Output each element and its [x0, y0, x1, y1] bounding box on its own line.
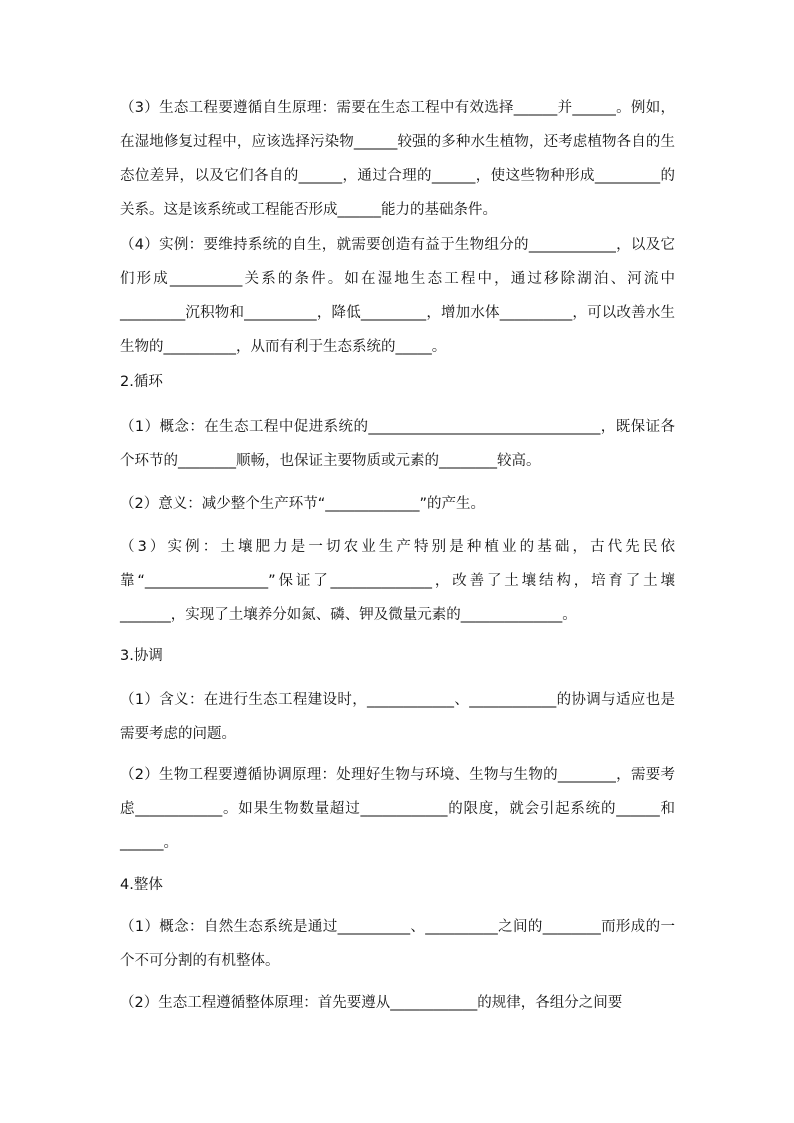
heading-holism: 4.整体 [120, 877, 163, 893]
section-4-1-concept: （1）概念：自然生态系统是通过__________、__________之间的________而形成的一个不可分割的有机整体。 [120, 919, 675, 969]
section-4-2-principle: （2）生态工程遵循整体原理：首先要遵从____________的规律，各组分之间要 [120, 995, 623, 1011]
section-1-4-example: （4）实例：要维持系统的自生，就需要创造有益于生物组分的____________，以及它们形成__________关系的条件。如在湿地生态工程中，通过移除湖泊、河流中_________沉积物和__________，降低_________，增加水体__________，可以改善水生生物的__________，从而有利于生态系统的_____。 [120, 237, 675, 355]
section-3-1-meaning: （1）含义：在进行生态工程建设时，____________、____________的协调与适应也是需要考虑的问题。 [120, 692, 675, 742]
section-3-2-principle: （2）生物工程要遵循协调原理：处理好生物与环境、生物与生物的________，需要考虑____________。如果生物数量超过____________的限度，就会引起系统的______和______。 [120, 767, 675, 851]
heading-coordination: 3.协调 [120, 648, 163, 664]
section-1-3-self-generation: （3）生态工程要遵循自生原理：需要在生态工程中有效选择______并______。例如，在湿地修复过程中，应该选择污染物______较强的多种水生植物，还考虑植物各自的生态位差异，以及它们各自的______，通过合理的______，使这些物种形成_________的关系。这是该系统或工程能否形成______能力的基础条件。 [120, 100, 675, 218]
heading-recycling: 2.循环 [120, 374, 163, 390]
section-2-2-significance: （2）意义：减少整个生产环节“_____________”的产生。 [120, 496, 485, 512]
section-2-3-example: （3）实例：土壤肥力是一切农业生产特别是种植业的基础，古代先民依靠“_________________”保证了______________，改善了土壤结构，培育了土壤_______，实现了土壤养分如氮、磷、钾及微量元素的______________。 [120, 539, 675, 623]
section-2-1-concept: （1）概念：在生态工程中促进系统的________________________________，既保证各个环节的________顺畅，也保证主要物质或元素的________较高。 [120, 419, 675, 469]
